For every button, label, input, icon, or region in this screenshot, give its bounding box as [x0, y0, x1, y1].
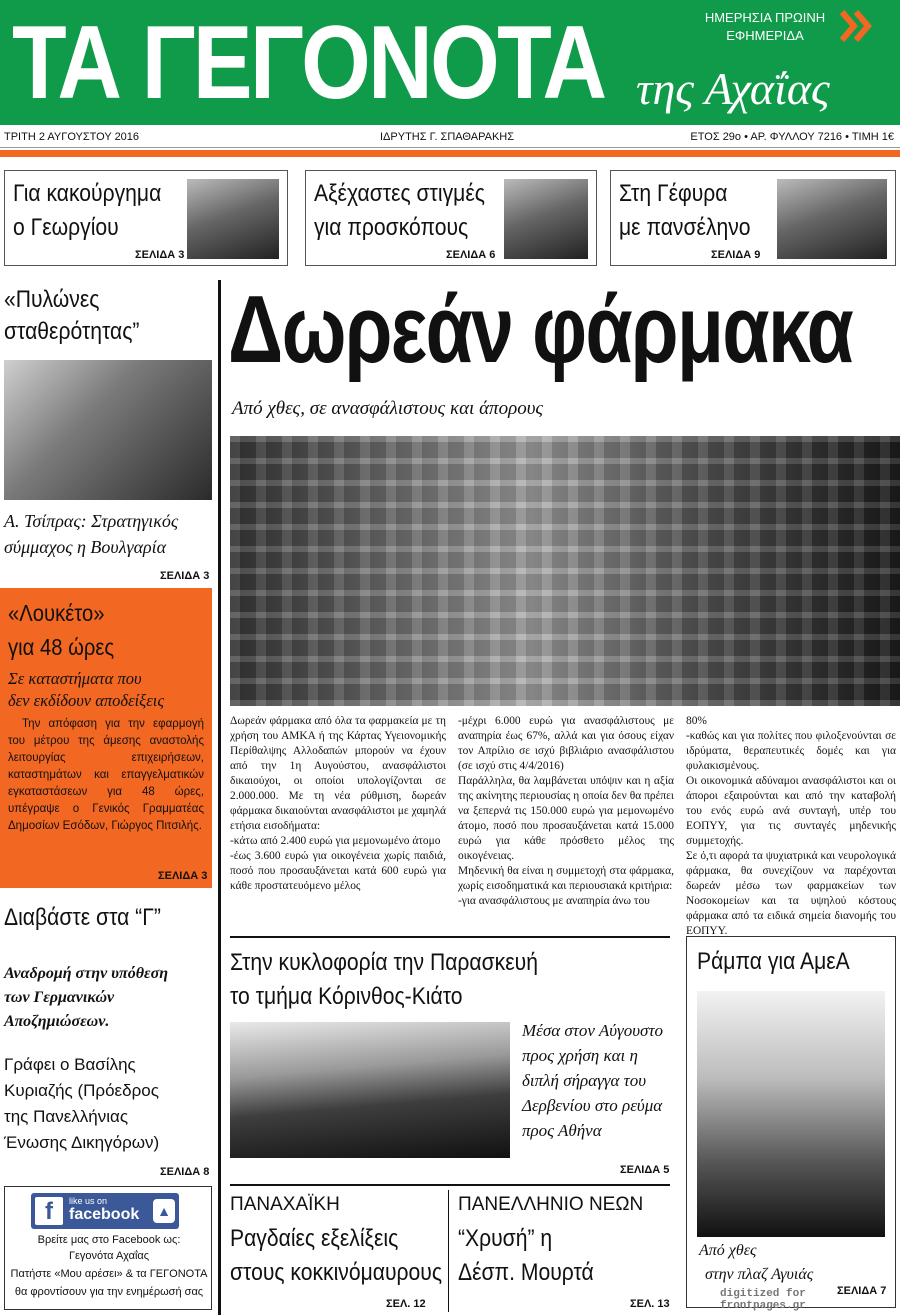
lock-page: ΣΕΛΙΔΑ 3	[158, 870, 208, 882]
lock-title-line-2: για 48 ώρες	[8, 634, 115, 660]
newspaper-subtitle: της Αχαΐας	[636, 63, 830, 114]
issue-info: ΕΤΟΣ 29ο • ΑΡ. ΦΥΛΛΟΥ 7216 • ΤΙΜΗ 1€	[690, 131, 894, 143]
lead-paragraph: -για ανασφάλιστους με αναπηρία άνω του	[458, 895, 650, 907]
lead-paragraph: -κάτω από 2.400 ευρώ για μεμονωμένο άτομο	[230, 835, 441, 847]
bottom-divider	[448, 1190, 449, 1312]
pylones-line-2: σταθερότητας”	[4, 318, 140, 345]
lock-title-line-1: «Λουκέτο»	[8, 600, 105, 626]
orange-divider	[0, 150, 900, 157]
read-author-line-3: της Πανελλήνιας	[4, 1107, 129, 1126]
read-author-line-2: Κυριαζής (Πρόεδρος	[4, 1081, 159, 1100]
read-summary-line-1: Αναδρομή στην υπόθεση	[4, 965, 169, 982]
panachaiki-headline[interactable]	[230, 1222, 442, 1290]
facebook-line-1: Βρείτε μας στο Facebook ως:	[37, 1234, 181, 1246]
read-author-line-4: Ένωσης Δικηγόρων)	[4, 1133, 160, 1152]
read-title[interactable]: Διαβάστε στα “Γ”	[4, 904, 161, 931]
teaser-photo	[504, 179, 588, 259]
youth-page: ΣΕΛ. 13	[630, 1298, 670, 1310]
teaser-title-line-1: Για κακούργημα	[13, 180, 162, 207]
lock-body: Την απόφαση για την εφαρμογή του μέτρου της άμεσης αναστολής λειτουργίας επιχειρήσεων, καταστημάτων και επαγγελματικών εγκαταστάσεων για 48 ώρες, υπέγραψε ο Γενικός Γραμματέας Δημοσίων Εσόδων, Γιώργος Πιτσιλής.	[8, 718, 204, 832]
tsipras-caption[interactable]	[4, 508, 178, 560]
lead-paragraph: Οι οικονομικά αδύναμοι ανασφάλιστοι και οι άποροι εξαιρούνται και από την καταβολή του ενός ευρώ ανά συνταγή, υπέρ του ΕΟΠΥΥ, για τις συνταγές μηδενικής συμμετοχής.	[686, 775, 896, 847]
lead-subhead: Από χθες, σε ανασφάλιστους και άπορους	[232, 398, 544, 419]
road-headline[interactable]	[230, 946, 538, 1014]
read-summary	[4, 962, 168, 1034]
road-caption: Μέσα στον Αύγουστο προς χρήση και η διπλή σήραγγα του Δερβενίου στο ρεύμα προς Αθήνα	[522, 1021, 664, 1140]
teaser-page: ΣΕΛΙΔΑ 6	[446, 249, 496, 261]
teaser-scouts[interactable]	[305, 170, 597, 266]
tsipras-photo	[4, 360, 212, 500]
dateline	[0, 126, 900, 148]
credit-line-1: digitized for	[720, 1288, 806, 1300]
thumbs-up-icon: ▲	[153, 1199, 175, 1223]
teaser-page: ΣΕΛΙΔΑ 9	[711, 249, 761, 261]
facebook-line-4: θα φροντίσουν για την ενημέρωσή σας	[14, 1286, 204, 1298]
read-author	[4, 1052, 159, 1156]
section-divider	[230, 1184, 670, 1186]
lead-column-2	[458, 714, 674, 909]
lead-paragraph: 80%	[686, 715, 707, 727]
section-divider	[230, 936, 670, 938]
issue-date: ΤΡΙΤΗ 2 ΑΥΓΟΥΣΤΟΥ 2016	[4, 131, 140, 143]
amea-caption-line-1: Από χθες	[699, 1242, 757, 1259]
highway-photo	[230, 1022, 510, 1158]
facebook-line-2: Γεγονότα Αχαΐας	[68, 1250, 150, 1262]
read-summary-line-3: Αποζημιώσεων.	[4, 1013, 110, 1030]
tagline-line-1: ΗΜΕΡΗΣΙΑ ΠΡΩΙΝΗ	[704, 10, 826, 25]
read-author-line-1: Γράφει ο Βασίλης	[4, 1055, 136, 1074]
ramp-photo	[697, 991, 885, 1237]
credit-line-2: frontpages.gr	[720, 1300, 806, 1312]
teaser-title-line-2: ο Γεωργίου	[13, 214, 119, 241]
facebook-logo[interactable]	[31, 1193, 179, 1229]
lead-paragraph: Σε ό,τι αφορά τα ψυχιατρικά και νευρολογικά φάρμακα, θα συνεχίζουν να παρέχονται δωρεάν μέσω των φαρμακείων των Νοσοκομείων και τα υψηλού κόστους φάρμακα από τα ειδικά σημεία διανομής του ΕΟΠΥΥ.	[686, 850, 896, 937]
newspaper-title: ΤΑ ΓΕΓΟΝΟΤΑ	[12, 5, 605, 121]
lead-paragraph: Μηδενική θα είναι η συμμετοχή στα φάρμακα, χωρίς εισοδηματικά και περιουσιακά κριτήρια:	[458, 865, 674, 892]
teaser-title-line-1: Αξέχαστες στιγμές	[314, 180, 485, 207]
facebook-like-us: like us on	[69, 1196, 108, 1206]
teaser-title	[314, 177, 485, 245]
amea-caption-line-2: στην πλαζ Αγυιάς	[705, 1266, 814, 1283]
road-headline-line-1: Στην κυκλοφορία την Παρασκευή	[230, 949, 538, 976]
teaser-photo	[187, 179, 279, 259]
amea-page: ΣΕΛΙΔΑ 7	[837, 1285, 887, 1297]
panachaiki-headline-line-2: στους κοκκινόμαυρους	[230, 1259, 443, 1286]
lead-paragraph: -μέχρι 6.000 ευρώ για ανασφάλιστους με αναπηρία έως 67%, αλλά και για όσους είχαν τον Απρίλιο σε ισχύ βιβλιάριο ανασφάλιστου (σε ισχύ στις 4/4/2016)	[458, 715, 674, 772]
facebook-f-icon: f	[35, 1197, 63, 1225]
teaser-georgiou[interactable]	[4, 170, 288, 266]
lead-paragraph: Παράλληλα, θα λαμβάνεται υπόψιν και η αξία της ακίνητης περιουσίας η οποία δεν θα πρέπει να ξεπερνά τις 150.000 ευρώ για μεμονωμένο άτομο, ποσό που προσαυξάνεται κατά 15.000 ευρώ για κάθε πρόσθετο μέλος της οικογένειας.	[458, 775, 674, 862]
teaser-title-line-2: για προσκόπους	[314, 214, 469, 241]
double-chevron-right-icon	[836, 6, 876, 46]
tsipras-page: ΣΕΛΙΔΑ 3	[160, 570, 210, 582]
digitized-credit	[720, 1288, 806, 1312]
facebook-wordmark: facebook	[69, 1206, 140, 1223]
column-divider	[218, 280, 221, 1315]
teaser-photo	[777, 179, 887, 259]
road-page: ΣΕΛΙΔΑ 5	[620, 1164, 670, 1176]
lock-subtitle	[8, 668, 164, 712]
pharmacy-photo	[230, 436, 900, 706]
amea-story-box[interactable]	[686, 936, 896, 1308]
youth-kicker: ΠΑΝΕΛΛΗΝΙΟ ΝΕΩΝ	[458, 1194, 644, 1215]
teaser-title	[619, 177, 751, 245]
lock-subtitle-line-2: δεν εκδίδουν αποδείξεις	[8, 691, 165, 710]
tagline-line-2: ΕΦΗΜΕΡΙΔΑ	[726, 28, 804, 43]
panachaiki-kicker: ΠΑΝΑΧΑΪΚΗ	[230, 1194, 340, 1215]
lead-column-1	[230, 714, 446, 894]
youth-headline-line-1: “Χρυσή” η	[458, 1225, 553, 1252]
facebook-promo[interactable]	[4, 1186, 212, 1310]
panachaiki-headline-line-1: Ραγδαίες εξελίξεις	[230, 1225, 399, 1252]
read-summary-line-2: των Γερμανικών	[4, 989, 115, 1006]
panachaiki-page: ΣΕΛ. 12	[386, 1298, 426, 1310]
amea-headline: Ράμπα για ΑμεΑ	[697, 948, 850, 975]
lock-subtitle-line-1: Σε καταστήματα που	[8, 669, 142, 688]
teaser-page: ΣΕΛΙΔΑ 3	[135, 249, 185, 261]
tsipras-caption-line-2: σύμμαχος η Βουλγαρία	[4, 537, 167, 557]
lead-headline[interactable]: Δωρεάν φάρμακα	[228, 276, 853, 383]
tsipras-caption-line-1: Α. Τσίπρας: Στρατηγικός	[4, 511, 179, 531]
pylones-line-1: «Πυλώνες	[4, 286, 100, 313]
founder-line: ΙΔΡΥΤΗΣ Γ. ΣΠΑΘΑΡΑΚΗΣ	[380, 131, 515, 143]
teaser-title-line-2: με πανσέληνο	[619, 214, 751, 241]
lock-story-box[interactable]	[0, 588, 212, 888]
facebook-line-3: Πατήστε «Μου αρέσει» & τα ΓΕΓΟΝΟΤΑ	[10, 1268, 208, 1280]
teaser-title-line-1: Στη Γέφυρα	[619, 180, 728, 207]
amea-caption	[699, 1239, 813, 1287]
road-headline-line-2: το τμήμα Κόρινθος-Κιάτο	[230, 983, 463, 1010]
masthead	[0, 0, 900, 125]
masthead-tagline	[690, 9, 840, 45]
lead-paragraph: Δωρεάν φάρμακα από όλα τα φαρμακεία με τη χρήση του ΑΜΚΑ ή της Κάρτας Υγειονομικής Περίθαλψης Αλλοδαπών μπορούν να έχουν από την 1η Αυγούστου, ανασφάλιστοι δικαιούχοι, οι οποίοι υπολογίζονται σε 2.000.000. Με τη νέα ρύθμιση, δωρεάν φάρμακα δικαιούνται ανασφάλιστοι με χαμηλά ετήσια εισοδήματα:	[230, 715, 446, 832]
lead-column-3	[686, 714, 896, 939]
lead-paragraph: -καθώς και για πολίτες που φιλοξενούνται σε ιδρύματα, θεραπευτικές δομές και για φυλακισμένους.	[686, 730, 896, 772]
pylones-headline[interactable]	[4, 284, 139, 348]
teaser-bridge[interactable]	[610, 170, 896, 266]
teaser-title	[13, 177, 161, 245]
read-page: ΣΕΛΙΔΑ 8	[160, 1166, 210, 1178]
youth-headline-line-2: Δέσπ. Μουρτά	[458, 1259, 594, 1286]
lead-paragraph: -έως 3.600 ευρώ για οικογένεια χωρίς παιδιά, ποσό που προσαυξάνεται κατά 600 ευρώ για κάθε προστατευόμενο μέλος	[230, 850, 446, 892]
youth-headline[interactable]	[458, 1222, 594, 1290]
